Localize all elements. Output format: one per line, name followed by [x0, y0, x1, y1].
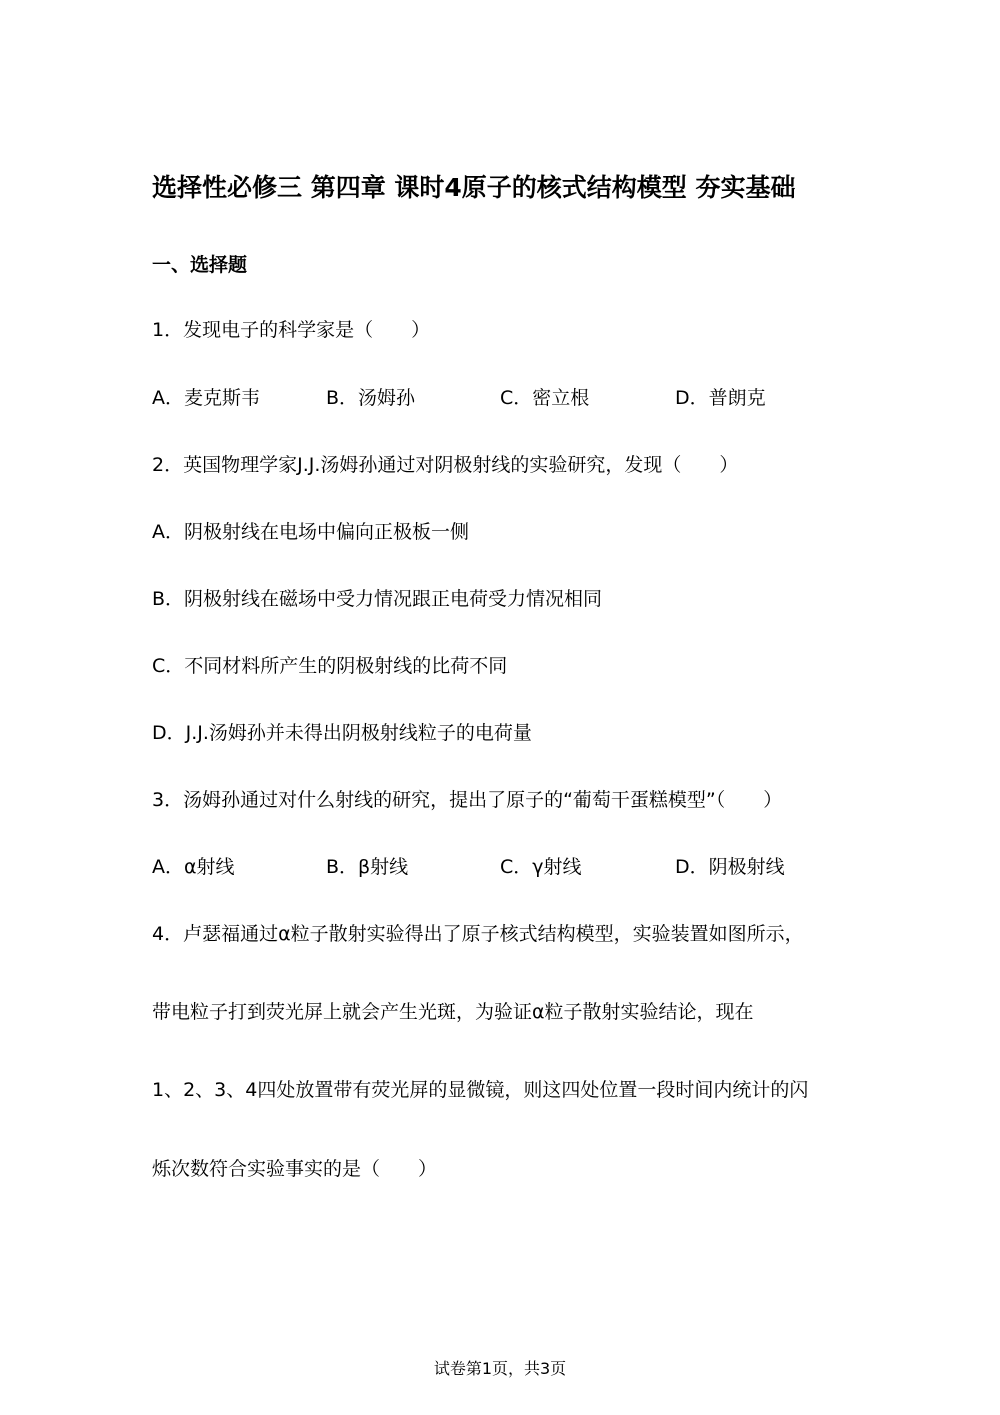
question-3-option-d: D．阴极射线 — [675, 856, 785, 878]
question-4-stem-line-1: 4．卢瑟福通过α粒子散射实验得出了原子核式结构模型，实验装置如图所示， — [152, 923, 804, 945]
question-4-stem-line-2: 带电粒子打到荧光屏上就会产生光斑，为验证α粒子散射实验结论，现在 — [152, 1001, 754, 1023]
question-1-option-a: A．麦克斯韦 — [152, 387, 260, 409]
question-3-option-a: A．α射线 — [152, 856, 235, 878]
section-heading: 一、选择题 — [152, 254, 248, 276]
question-3-option-c: C．γ射线 — [500, 856, 582, 878]
question-3-option-b: B．β射线 — [326, 856, 409, 878]
question-3-stem: 3．汤姆孙通过对什么射线的研究，提出了原子的“葡萄干蛋糕模型”（ ） — [152, 789, 783, 811]
question-2-stem: 2．英国物理学家J.J.汤姆孙通过对阴极射线的实验研究，发现（ ） — [152, 454, 739, 476]
question-1-stem: 1．发现电子的科学家是（ ） — [152, 319, 431, 341]
question-1-option-b: B．汤姆孙 — [326, 387, 416, 409]
page-title: 选择性必修三 第四章 课时4原子的核式结构模型 夯实基础 — [152, 173, 796, 202]
question-2-option-b: B．阴极射线在磁场中受力情况跟正电荷受力情况相同 — [152, 588, 603, 610]
question-2-option-d: D．J.J.汤姆孙并未得出阴极射线粒子的电荷量 — [152, 722, 532, 744]
question-2-option-c: C．不同材料所产生的阴极射线的比荷不同 — [152, 655, 508, 677]
question-1-option-c: C．密立根 — [500, 387, 590, 409]
question-1-option-d: D．普朗克 — [675, 387, 766, 409]
question-4-stem-line-3: 1、2、3、4四处放置带有荧光屏的显微镜，则这四处位置一段时间内统计的闪 — [152, 1079, 809, 1101]
page-footer: 试卷第1页，共3页 — [433, 1359, 567, 1378]
question-2-option-a: A．阴极射线在电场中偏向正极板一侧 — [152, 521, 469, 543]
question-4-stem-line-4: 烁次数符合实验事实的是（ ） — [152, 1158, 438, 1180]
